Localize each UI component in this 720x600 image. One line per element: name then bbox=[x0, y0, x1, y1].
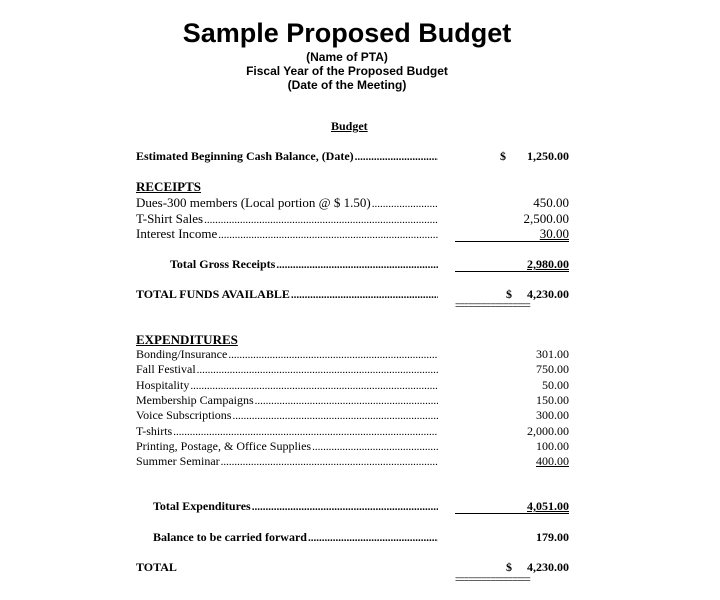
funds-available-row bbox=[0, 287, 720, 303]
balance-forward-label: Balance to be carried forward bbox=[153, 530, 307, 544]
double-rule: ================= bbox=[455, 302, 530, 311]
currency-symbol: $ bbox=[506, 287, 512, 301]
receipt-label: Dues-300 members (Local portion @ $ 1.50) bbox=[136, 195, 371, 210]
expenditures-heading: EXPENDITURES bbox=[136, 332, 238, 347]
receipt-amount: 450.00 bbox=[533, 195, 569, 210]
expenditure-label: Membership Campaigns bbox=[136, 393, 254, 407]
currency-symbol: $ bbox=[500, 149, 506, 163]
meeting-date: (Date of the Meeting) bbox=[287, 78, 407, 92]
double-rule: ================= bbox=[455, 576, 530, 585]
expenditure-row bbox=[0, 439, 720, 455]
receipt-row bbox=[0, 226, 720, 242]
expenditure-amount: 301.00 bbox=[536, 347, 569, 361]
gross-receipts-amount: 2,980.00 bbox=[527, 257, 569, 271]
expenditure-row bbox=[0, 362, 720, 378]
receipt-row bbox=[0, 195, 720, 211]
total-expenditures-row bbox=[0, 499, 720, 515]
expenditure-amount: 300.00 bbox=[536, 408, 569, 422]
expenditure-amount: 50.00 bbox=[542, 378, 569, 392]
expenditure-label: Voice Subscriptions bbox=[136, 408, 232, 422]
expenditure-label: Summer Seminar bbox=[136, 454, 220, 468]
expenditure-row bbox=[0, 408, 720, 424]
beginning-balance-row bbox=[0, 149, 720, 165]
expenditure-amount: 2,000.00 bbox=[527, 424, 569, 438]
receipt-label: Interest Income bbox=[136, 226, 218, 241]
fiscal-year: Fiscal Year of the Proposed Budget bbox=[246, 64, 448, 78]
expenditure-row bbox=[0, 424, 720, 440]
expenditure-amount: 150.00 bbox=[536, 393, 569, 407]
grand-total-label: TOTAL bbox=[136, 560, 177, 574]
balance-forward-amount: 179.00 bbox=[536, 530, 569, 544]
receipts-heading: RECEIPTS bbox=[136, 179, 202, 194]
expenditure-row bbox=[0, 378, 720, 394]
total-rule bbox=[455, 271, 569, 272]
expenditure-label: Hospitality bbox=[136, 378, 190, 392]
expenditure-label: T-shirts bbox=[136, 424, 173, 438]
funds-available-amount: 4,230.00 bbox=[527, 287, 569, 301]
expenditure-amount: 100.00 bbox=[536, 439, 569, 453]
balance-forward-row bbox=[0, 530, 720, 546]
document-title: Sample Proposed Budget bbox=[182, 18, 512, 48]
expenditure-amount: 750.00 bbox=[536, 362, 569, 376]
grand-total-amount: 4,230.00 bbox=[527, 560, 569, 574]
grand-total-row bbox=[0, 560, 720, 576]
receipt-label: T-Shirt Sales bbox=[136, 211, 204, 226]
receipt-amount: 30.00 bbox=[539, 226, 569, 241]
expenditure-label: Fall Festival bbox=[136, 362, 196, 376]
pta-name: (Name of PTA) bbox=[306, 50, 388, 64]
total-expenditures-amount: 4,051.00 bbox=[527, 499, 569, 513]
expenditure-row bbox=[0, 454, 720, 470]
total-rule bbox=[455, 513, 569, 514]
beginning-balance-label: Estimated Beginning Cash Balance, (Date) bbox=[136, 149, 354, 163]
subtotal-rule bbox=[455, 241, 569, 242]
expenditure-label: Bonding/Insurance bbox=[136, 347, 228, 361]
expenditure-label: Printing, Postage, & Office Supplies bbox=[136, 439, 312, 453]
expenditure-amount: 400.00 bbox=[536, 454, 569, 468]
expenditure-row bbox=[0, 393, 720, 409]
funds-available-label: TOTAL FUNDS AVAILABLE bbox=[136, 287, 290, 301]
gross-receipts-label: Total Gross Receipts bbox=[170, 257, 276, 271]
expenditure-row bbox=[0, 347, 720, 363]
receipt-row bbox=[0, 211, 720, 227]
budget-heading: Budget bbox=[331, 119, 368, 133]
receipt-amount: 2,500.00 bbox=[523, 211, 569, 226]
gross-receipts-row bbox=[0, 257, 720, 273]
beginning-balance-amount: 1,250.00 bbox=[527, 149, 569, 163]
currency-symbol: $ bbox=[506, 560, 512, 574]
total-expenditures-label: Total Expenditures bbox=[153, 499, 251, 513]
